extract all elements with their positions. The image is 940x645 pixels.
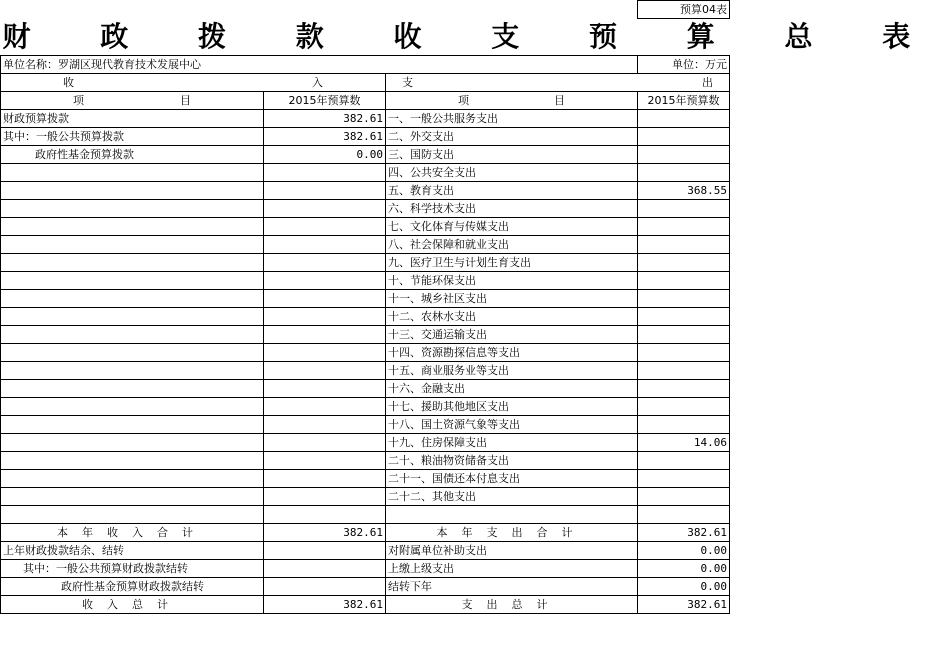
table-row [1,218,730,236]
table-row [1,362,730,380]
grand-income-label: 收入总计 [1,596,264,614]
table-row [1,488,730,506]
expense-item-value [638,110,730,128]
table-row [1,416,730,434]
expense-item-label: 八、社会保障和就业支出 [386,236,638,254]
prev-general-label: 其中：一般公共预算财政拨款结转 [1,560,264,578]
grand-income-value: 382.61 [264,596,386,614]
income-item-label: 政府性基金预算拨款 [1,146,264,164]
expense-item-value [638,218,730,236]
expense-item-value [638,488,730,506]
income-item-label: 财政预算拨款 [1,110,264,128]
expense-item-label: 十八、国土资源气象等支出 [386,416,638,434]
table-row [1,290,730,308]
expense-item-label: 六、科学技术支出 [386,200,638,218]
table-row [1,398,730,416]
expense-item-value [638,128,730,146]
expense-item-value [638,146,730,164]
table-row [1,110,730,128]
expense-item-label: 五、教育支出 [386,182,638,200]
income-item-label: 其中：一般公共预算拨款 [1,128,264,146]
table-row [1,272,730,290]
expense-item-label: 二十一、国债还本付息支出 [386,470,638,488]
prev-fund-label: 政府性基金预算财政拨款结转 [1,578,264,596]
table-row [1,308,730,326]
table-row [1,452,730,470]
table-row [1,434,730,452]
table-row [1,326,730,344]
expense-item-value [638,326,730,344]
next-label: 结转下年 [386,578,638,596]
expense-item-value [638,272,730,290]
expense-item-label: 十三、交通运输支出 [386,326,638,344]
expense-year-total-label: 本年支出合计 [386,524,638,542]
expense-item-value [638,164,730,182]
table-row [1,344,730,362]
income-item-header: 项 目 [1,92,264,110]
table-row [1,182,730,200]
expense-item-value [638,362,730,380]
income-year-total-label: 本年收入合计 [1,524,264,542]
table-row [1,164,730,182]
expense-item-label: 十四、资源勘探信息等支出 [386,344,638,362]
expense-item-label: 二、外交支出 [386,128,638,146]
expense-item-value [638,308,730,326]
table-row [1,470,730,488]
expense-header [386,74,730,92]
expense-item-value: 14.06 [638,434,730,452]
income-budget-header: 2015年预算数 [264,92,386,110]
unit-label: 单位：万元 [638,56,730,74]
expense-item-label: 九、医疗卫生与计划生育支出 [386,254,638,272]
expense-item-value [638,398,730,416]
form-code: 预算04表 [638,1,730,19]
expense-item-value [638,380,730,398]
expense-item-label: 四、公共安全支出 [386,164,638,182]
expense-year-total-value: 382.61 [638,524,730,542]
table-row [1,200,730,218]
expense-item-label: 十五、商业服务业等支出 [386,362,638,380]
income-item-value: 382.61 [264,110,386,128]
table-row [1,506,730,524]
table-row [1,146,730,164]
grand-expense-value: 382.61 [638,596,730,614]
subsidy-value: 0.00 [638,542,730,560]
income-header-left: 收 [63,76,74,89]
expense-item-value [638,254,730,272]
unit-name: 单位名称：罗湖区现代教育技术发展中心 [1,56,638,74]
upper-label: 上缴上级支出 [386,560,638,578]
expense-item-value [638,470,730,488]
expense-header-left: 支 [402,76,413,89]
income-header-right: 入 [312,76,323,89]
expense-item-value [638,200,730,218]
expense-item-label: 二十二、其他支出 [386,488,638,506]
expense-item-value [638,236,730,254]
table-row [1,380,730,398]
expense-item-label: 十七、援助其他地区支出 [386,398,638,416]
income-item-value: 0.00 [264,146,386,164]
expense-item-label: 十六、金融支出 [386,380,638,398]
expense-item-label: 二十、粮油物资储备支出 [386,452,638,470]
grand-expense-label: 支出总计 [386,596,638,614]
income-item-value: 382.61 [264,128,386,146]
expense-item-value [638,416,730,434]
expense-item-value: 368.55 [638,182,730,200]
expense-item-value [638,344,730,362]
expense-item-label: 三、国防支出 [386,146,638,164]
prev-carryover-label: 上年财政拨款结余、结转 [1,542,264,560]
expense-item-label: 十一、城乡社区支出 [386,290,638,308]
expense-item-label: 十九、住房保障支出 [386,434,638,452]
next-value: 0.00 [638,578,730,596]
table-row [1,236,730,254]
expense-item-label: 一、一般公共服务支出 [386,110,638,128]
expense-budget-header: 2015年预算数 [638,92,730,110]
expense-item-value [638,290,730,308]
upper-value: 0.00 [638,560,730,578]
expense-header-right: 出 [702,76,713,89]
expense-item-value [638,452,730,470]
expense-item-label: 十、节能环保支出 [386,272,638,290]
income-year-total-value: 382.61 [264,524,386,542]
page-title: 财 政 拨 款 收 支 预 算 总 表 [2,20,940,53]
income-header [1,74,386,92]
expense-item-label: 七、文化体育与传媒支出 [386,218,638,236]
expense-item-label: 十二、农林水支出 [386,308,638,326]
table-row [1,254,730,272]
table-row [1,128,730,146]
expense-item-header: 项 目 [386,92,638,110]
subsidy-label: 对附属单位补助支出 [386,542,638,560]
